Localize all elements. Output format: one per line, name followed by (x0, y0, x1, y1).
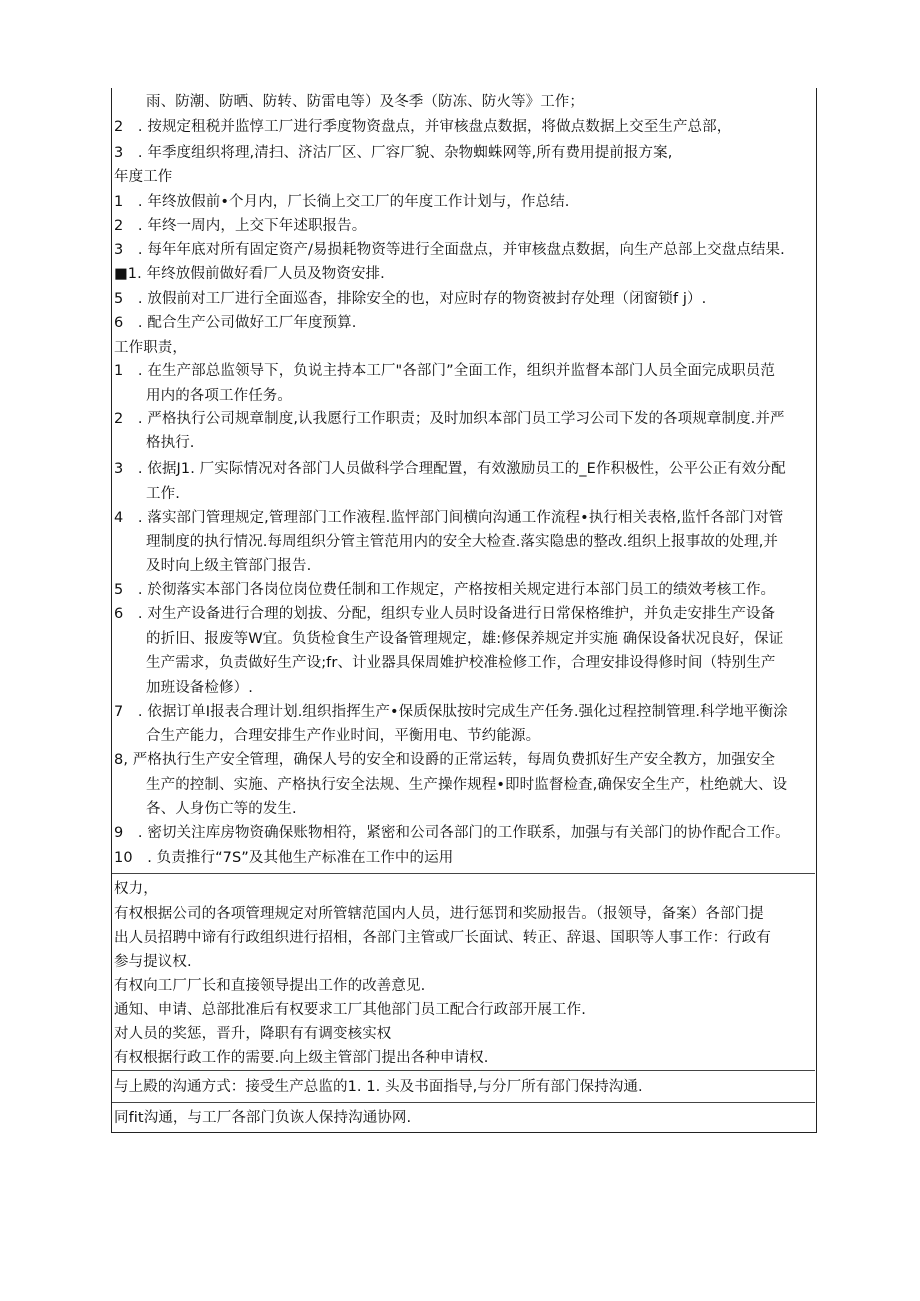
text-line: 3 . 年季度组织将理,清扫、济沽厂区、厂容厂貌、杂物蜘蛛网等,所有费用提前报方案, (114, 145, 673, 161)
text-line: 1 . 在生产部总监领导下，负说主持本工厂"各部门”全面工作，组织并监督本部门人员全面完成职员范 (114, 363, 775, 379)
text-line: 合生产能力，合理安排生产作业时间，平衡用电、节约能源。 (146, 728, 541, 744)
text-line: 6 . 对生产设备进行合理的划拔、分配，组织专业人员时设备进行日常保格维护，并负走安排生产设备 (114, 606, 776, 622)
text-line: 理制度的执行情况.每周组织分管主管范用内的安全大检查.落实隐患的整改.组织上报事故的处理,并 (146, 534, 779, 550)
text-line: 有权向工厂厂长和直接领导提出工作的改善意见. (114, 978, 426, 994)
text-line: 参与提议权. (114, 954, 192, 970)
text-line: ■1. 年终放假前做好看厂人员及物资安排. (114, 266, 385, 282)
section-heading: 权力， (114, 881, 158, 897)
text-line: 2 . 年终一周内，上交下年述职报告。 (114, 218, 367, 234)
text-line: 生产需求，负责做好生产设;fr、计业器具保周婎护校准检修工作，合理安排设得修时间（特别生产 (146, 655, 776, 671)
text-line: 有权根据公司的各项管理规定对所管辖范国内人员，进行惩罚和奖励报告。（报领导，备案）各部门提 (114, 906, 764, 922)
text-line: 3 . 依据J1. 厂实际情况对各部门人员做科学合理配置，有效激励员工的_E作积极性，公平公正有效分配 (114, 461, 786, 477)
row-divider (112, 873, 815, 874)
text-line: 1 . 年终放假前•个月内，厂长徜上交工厂的年度工作计划与，作总结. (114, 194, 570, 210)
text-line: 3 . 每年年底对所有固定资产/易损耗物资等进行全面盘点，并审核盘点数据，向生产总部上交盘点结果. (114, 242, 785, 258)
row-divider (112, 1070, 815, 1071)
text-line: 4 . 落实部门管理规定,管理部门工作液程.监怦部门间横向沟通工作流程•执行相关表格,监忏各部门对管 (114, 510, 784, 526)
text-line: 通知、申请、总部批准后有权要求工厂其他部门员工配合行政部开展工作. (114, 1002, 586, 1018)
text-line: 5 . 於彻落实本部门各岗位岗位费任制和工作规定，产格按相关规定进行本部门员工的绩效考核工作。 (114, 582, 776, 598)
text-line: 生产的控制、实施、产格执行安全法规、生产操作规程•即时监督检査,确保安全生产，杜绝就大、设 (146, 777, 788, 793)
text-line: 2 . 严格执行公司规章制度,认我愿行工作职责；及时加织本部门员工学习公司下发的各项规章制度.并严 (114, 411, 785, 427)
text-line: 7 . 依据订单I报表合理计划.组织指挥生产•保质保肽按时完成生产任务.强化过程控制管理.科学地平衡涂 (114, 704, 788, 720)
text-line: 各、人身伤亡等的发生. (146, 801, 297, 817)
text-line: 9 . 密切关注库房物资确保账物相符，紧密和公司各部门的工作联系，加强与有关部门的协作配合工作。 (114, 825, 790, 841)
text-line: 同fit沟通，与工厂各部门负诙人保持沟通协网. (114, 1110, 412, 1126)
section-heading: 工作职责， (114, 340, 187, 356)
text-line: 及时向上级主管部门报告. (146, 558, 312, 574)
section-heading: 年度工作 (114, 169, 173, 185)
text-line: 6 . 配合生产公司做好工厂年度预算. (114, 315, 357, 331)
text-line: 10 . 负责推行“7S”及其他生产标准在工作中的运用 (114, 850, 454, 866)
text-line: 雨、防潮、防晒、防转、防雷电等）及冬季（防冻、防火等》工作； (146, 94, 584, 110)
text-line: 5 . 放假前对工厂进行全面巡杳，排除安全的也，对应时存的物资被封存处理（闭窗锁f j）. (114, 291, 707, 307)
text-line: 有权根据行政工作的需要.向上级主管部门提出各种申请权. (114, 1050, 489, 1066)
text-line: 的折旧、报废等W宜。负货检食生产设备管理规定，雄:修保养规定并实施 确保设备状况良好，保证 (146, 631, 784, 647)
text-line: 8, 严格执行生产安全管理，确保人号的安全和设爵的正常运转，每周负费抓好生产安全教方，加强安全 (114, 752, 776, 768)
text-line: 对人员的奖惩，晋升，降职有有调变核实权 (114, 1026, 392, 1042)
text-line: 格执行. (146, 435, 195, 451)
text-line: 与上殿的沟通方式：接受生产总监的1. 1. 头及书面指导,与分厂所有部门保持沟通. (114, 1079, 643, 1095)
text-line: 用内的各项工作任务。 (146, 388, 292, 404)
text-line: 加班设备检修）. (146, 680, 253, 696)
text-line: 2 . 按规定租税并监惇工厂进行季度物资盘点，并审核盘点数据，将做点数据上交至生产总部， (114, 119, 732, 135)
row-divider (112, 1102, 815, 1103)
text-line: 工作. (146, 486, 180, 502)
text-line: 出人员招聘中谛有行政组织进行招相，各部门主管或厂长面试、转正、辞退、国职等人事工作：行政有 (114, 930, 771, 946)
